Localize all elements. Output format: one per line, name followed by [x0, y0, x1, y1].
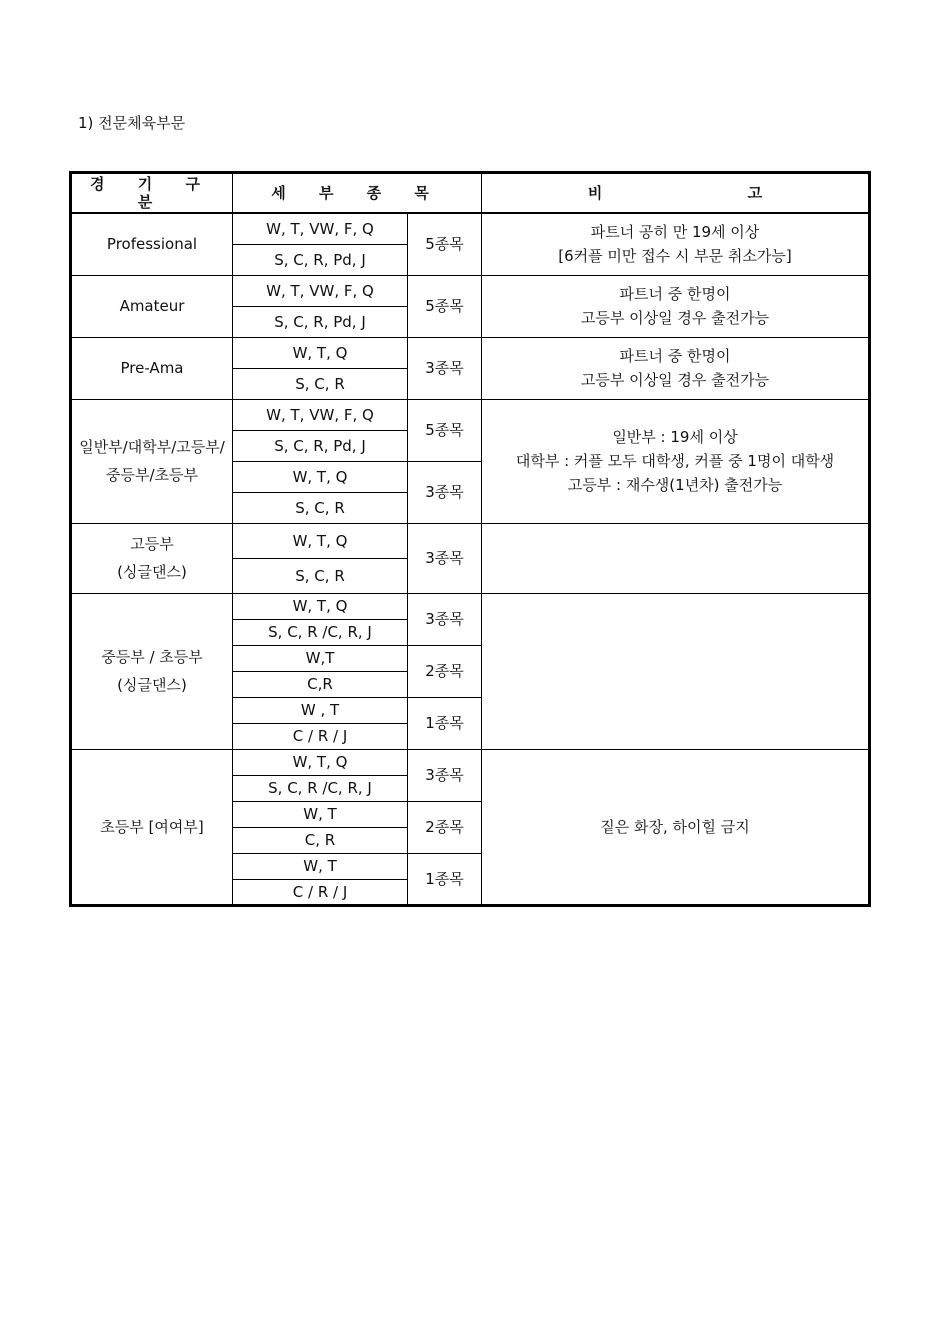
dances-cell: W , T: [233, 697, 408, 723]
dances-cell: S, C, R, Pd, J: [233, 430, 408, 461]
header-note-left: 비: [587, 184, 603, 202]
table-row: [71, 523, 870, 558]
category-label: Amateur: [119, 297, 185, 315]
events-table: [69, 171, 871, 907]
header-note-right: 고: [747, 184, 763, 202]
dances-cell: W, T: [233, 801, 408, 827]
header-category-label: 경 기 구 분: [90, 175, 214, 211]
note-line: 고등부 : 재수생(1년차) 출전가능: [567, 476, 783, 494]
section-title: 1) 전문체육부문: [78, 114, 186, 132]
category-cell: [71, 593, 233, 749]
category-label: 고등부: [130, 535, 174, 553]
table-row: [71, 593, 870, 619]
dances-cell: W, T, Q: [233, 593, 408, 619]
dances-cell: W, T, Q: [233, 749, 408, 775]
note-line: [6커플 미만 접수 시 부문 취소가능]: [558, 247, 792, 266]
table-row: [71, 749, 870, 775]
note-line: 고등부 이상일 경우 출전가능: [580, 371, 770, 389]
note-cell: [482, 749, 870, 905]
category-label: Pre-Ama: [120, 359, 184, 377]
table-row: [71, 337, 870, 368]
category-cell: [71, 523, 233, 593]
dances-cell: W, T, Q: [233, 523, 408, 558]
event-count-cell: 5종목: [408, 213, 482, 275]
category-label: (싱글댄스): [117, 676, 187, 694]
header-note: [482, 173, 870, 214]
category-label: 일반부/대학부/고등부/: [79, 438, 225, 456]
note-cell: [482, 337, 870, 399]
dances-cell: W, T: [233, 853, 408, 879]
event-count-cell: 3종목: [408, 461, 482, 523]
event-count-cell: 2종목: [408, 645, 482, 697]
event-count-cell: 1종목: [408, 697, 482, 749]
dances-cell: S, C, R, Pd, J: [233, 244, 408, 275]
note-line: 파트너 공히 만 19세 이상: [590, 223, 760, 242]
category-label: 중등부/초등부: [106, 466, 198, 484]
header-category: [71, 173, 233, 214]
category-cell: [71, 213, 233, 275]
category-label: 초등부 [여여부]: [100, 817, 204, 836]
note-cell: [482, 275, 870, 337]
dances-cell: S, C, R: [233, 492, 408, 523]
event-count-cell: 5종목: [408, 275, 482, 337]
category-label: Professional: [106, 235, 198, 254]
dances-cell: S, C, R /C, R, J: [233, 619, 408, 645]
note-line: 짙은 화장, 하이힐 금지: [600, 817, 750, 836]
dances-cell: W,T: [233, 645, 408, 671]
dances-cell: C, R: [233, 827, 408, 853]
table-header-row: [71, 173, 870, 214]
category-cell: [71, 749, 233, 905]
events-table-body: [71, 173, 870, 906]
note-cell: [482, 399, 870, 523]
event-count-cell: 1종목: [408, 853, 482, 905]
event-count-cell: 3종목: [408, 593, 482, 645]
event-count-cell: 3종목: [408, 523, 482, 593]
event-count-cell: 2종목: [408, 801, 482, 853]
dances-cell: W, T, VW, F, Q: [233, 213, 408, 244]
event-count-cell: 5종목: [408, 399, 482, 461]
dances-cell: C / R / J: [233, 723, 408, 749]
dances-cell: C / R / J: [233, 879, 408, 905]
category-cell: [71, 337, 233, 399]
category-cell: [71, 275, 233, 337]
note-line: 고등부 이상일 경우 출전가능: [580, 309, 770, 327]
event-count-cell: 3종목: [408, 749, 482, 801]
note-cell: [482, 593, 870, 749]
dances-cell: S, C, R: [233, 368, 408, 399]
dances-cell: S, C, R /C, R, J: [233, 775, 408, 801]
note-line: 일반부 : 19세 이상: [612, 428, 738, 446]
dances-cell: S, C, R, Pd, J: [233, 306, 408, 337]
table-row: [71, 399, 870, 430]
note-line: 파트너 중 한명이: [619, 285, 731, 303]
dances-cell: C,R: [233, 671, 408, 697]
event-count-cell: 3종목: [408, 337, 482, 399]
category-cell: [71, 399, 233, 523]
dances-cell: W, T, Q: [233, 461, 408, 492]
table-row: [71, 275, 870, 306]
category-label: 중등부 / 초등부: [101, 648, 203, 666]
note-line: 파트너 중 한명이: [619, 347, 731, 365]
note-cell: [482, 523, 870, 593]
header-events: [233, 173, 482, 214]
header-events-label: 세 부 종 목: [271, 184, 443, 202]
note-line: 대학부 : 커플 모두 대학생, 커플 중 1명이 대학생: [515, 452, 835, 470]
table-row: [71, 213, 870, 244]
dances-cell: W, T, VW, F, Q: [233, 399, 408, 430]
dances-cell: W, T, VW, F, Q: [233, 275, 408, 306]
note-cell: [482, 213, 870, 275]
category-label: (싱글댄스): [117, 563, 187, 581]
dances-cell: W, T, Q: [233, 337, 408, 368]
dances-cell: S, C, R: [233, 558, 408, 593]
